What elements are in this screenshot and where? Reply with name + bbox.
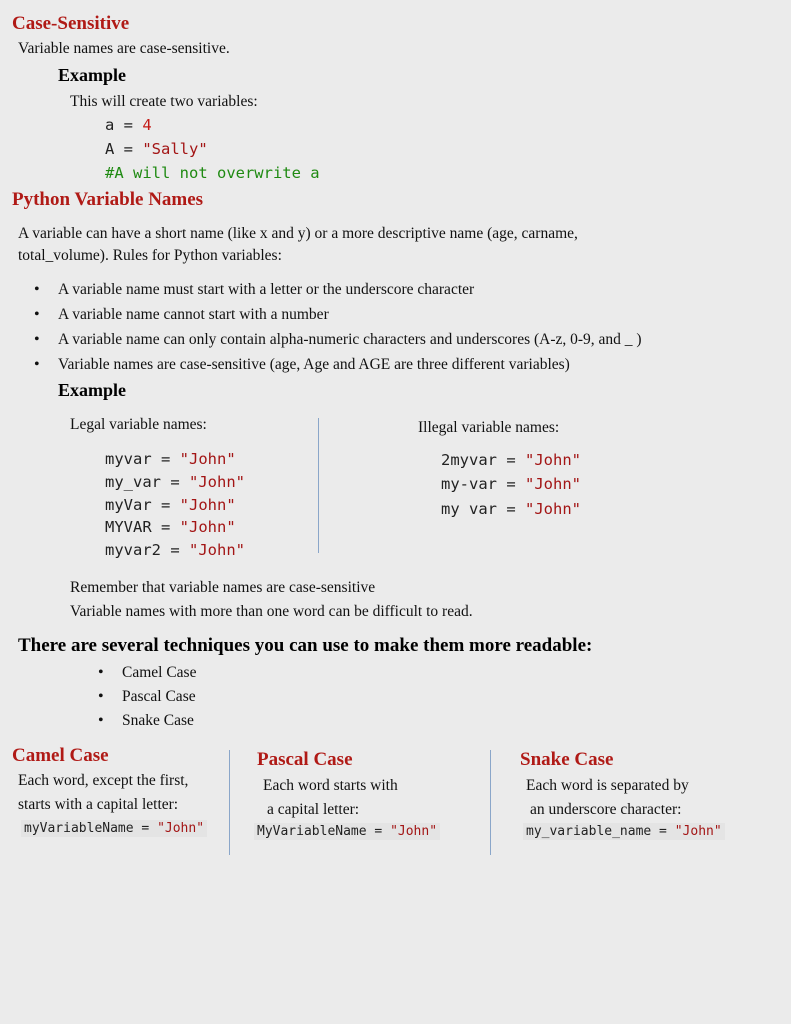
snake-case-line-1: Each word is separated by: [526, 777, 689, 794]
pascal-case-line-2: a capital letter:: [267, 801, 360, 818]
legal-line: myvar2 = "John": [105, 541, 245, 559]
legal-line: myVar = "John": [105, 496, 236, 514]
illegal-line: my var = "John": [441, 500, 581, 518]
legal-label: Legal variable names:: [70, 416, 207, 433]
column-divider: [318, 418, 319, 553]
pascal-case-title: Pascal Case: [257, 749, 353, 770]
pascal-case-line-1: Each word starts with: [263, 777, 398, 794]
technique-item: • Snake Case: [122, 712, 194, 730]
rule-item: • A variable name cannot start with a number: [58, 306, 329, 324]
python-names-title: Python Variable Names: [12, 189, 204, 210]
legal-line: my_var = "John": [105, 473, 245, 491]
rule-item: • Variable names are case-sensitive (age, Age and AGE are three different variables): [58, 356, 570, 374]
case-sensitive-intro: Variable names are case-sensitive.: [18, 40, 230, 57]
camel-case-title: Camel Case: [12, 745, 109, 766]
technique-item: • Camel Case: [122, 664, 196, 682]
python-names-intro-1: A variable can have a short name (like x and y) or a more descriptive name (age, carname,: [18, 225, 578, 242]
legal-line: MYVAR = "John": [105, 518, 236, 536]
example-heading-1: Example: [58, 65, 127, 85]
example-desc: This will create two variables:: [70, 93, 258, 110]
remember-line-1: Remember that variable names are case-sensitive: [70, 579, 376, 596]
illegal-label: Illegal variable names:: [418, 419, 560, 436]
techniques-heading: There are several techniques you can use to make them more readable:: [18, 635, 593, 656]
snake-case-code: my_variable_name = "John": [523, 823, 725, 840]
technique-item: • Pascal Case: [122, 688, 196, 706]
camel-case-line-2: starts with a capital letter:: [18, 796, 179, 813]
rule-item: • A variable name can only contain alpha-numeric characters and underscores (A-z, 0-9, and _ ): [58, 331, 642, 349]
code-comment: #A will not overwrite a: [105, 164, 320, 182]
case-divider-1: [229, 750, 230, 855]
camel-case-line-1: Each word, except the first,: [18, 772, 189, 789]
remember-line-2: Variable names with more than one word can be difficult to read.: [70, 603, 473, 620]
pascal-case-code: MyVariableName = "John": [254, 823, 440, 840]
case-sensitive-title: Case-Sensitive: [12, 13, 130, 34]
code-line-2: [105, 140, 208, 158]
illegal-line: 2myvar = "John": [441, 451, 581, 469]
example-heading-2: Example: [58, 380, 127, 400]
code-var-A: A =: [105, 140, 143, 158]
code-num-value: 4: [142, 116, 152, 134]
python-names-intro-2: total_volume). Rules for Python variables:: [18, 247, 282, 264]
code-str-value: "Sally": [142, 140, 208, 158]
code-line-1: [105, 116, 152, 134]
case-divider-2: [490, 750, 491, 855]
rule-item: • A variable name must start with a letter or the underscore character: [58, 281, 474, 299]
snake-case-title: Snake Case: [520, 749, 614, 770]
code-var-a: a =: [105, 116, 143, 134]
camel-case-code: myVariableName = "John": [21, 820, 207, 837]
illegal-line: my-var = "John": [441, 475, 581, 493]
snake-case-line-2: an underscore character:: [530, 801, 682, 818]
legal-line: myvar = "John": [105, 450, 236, 468]
